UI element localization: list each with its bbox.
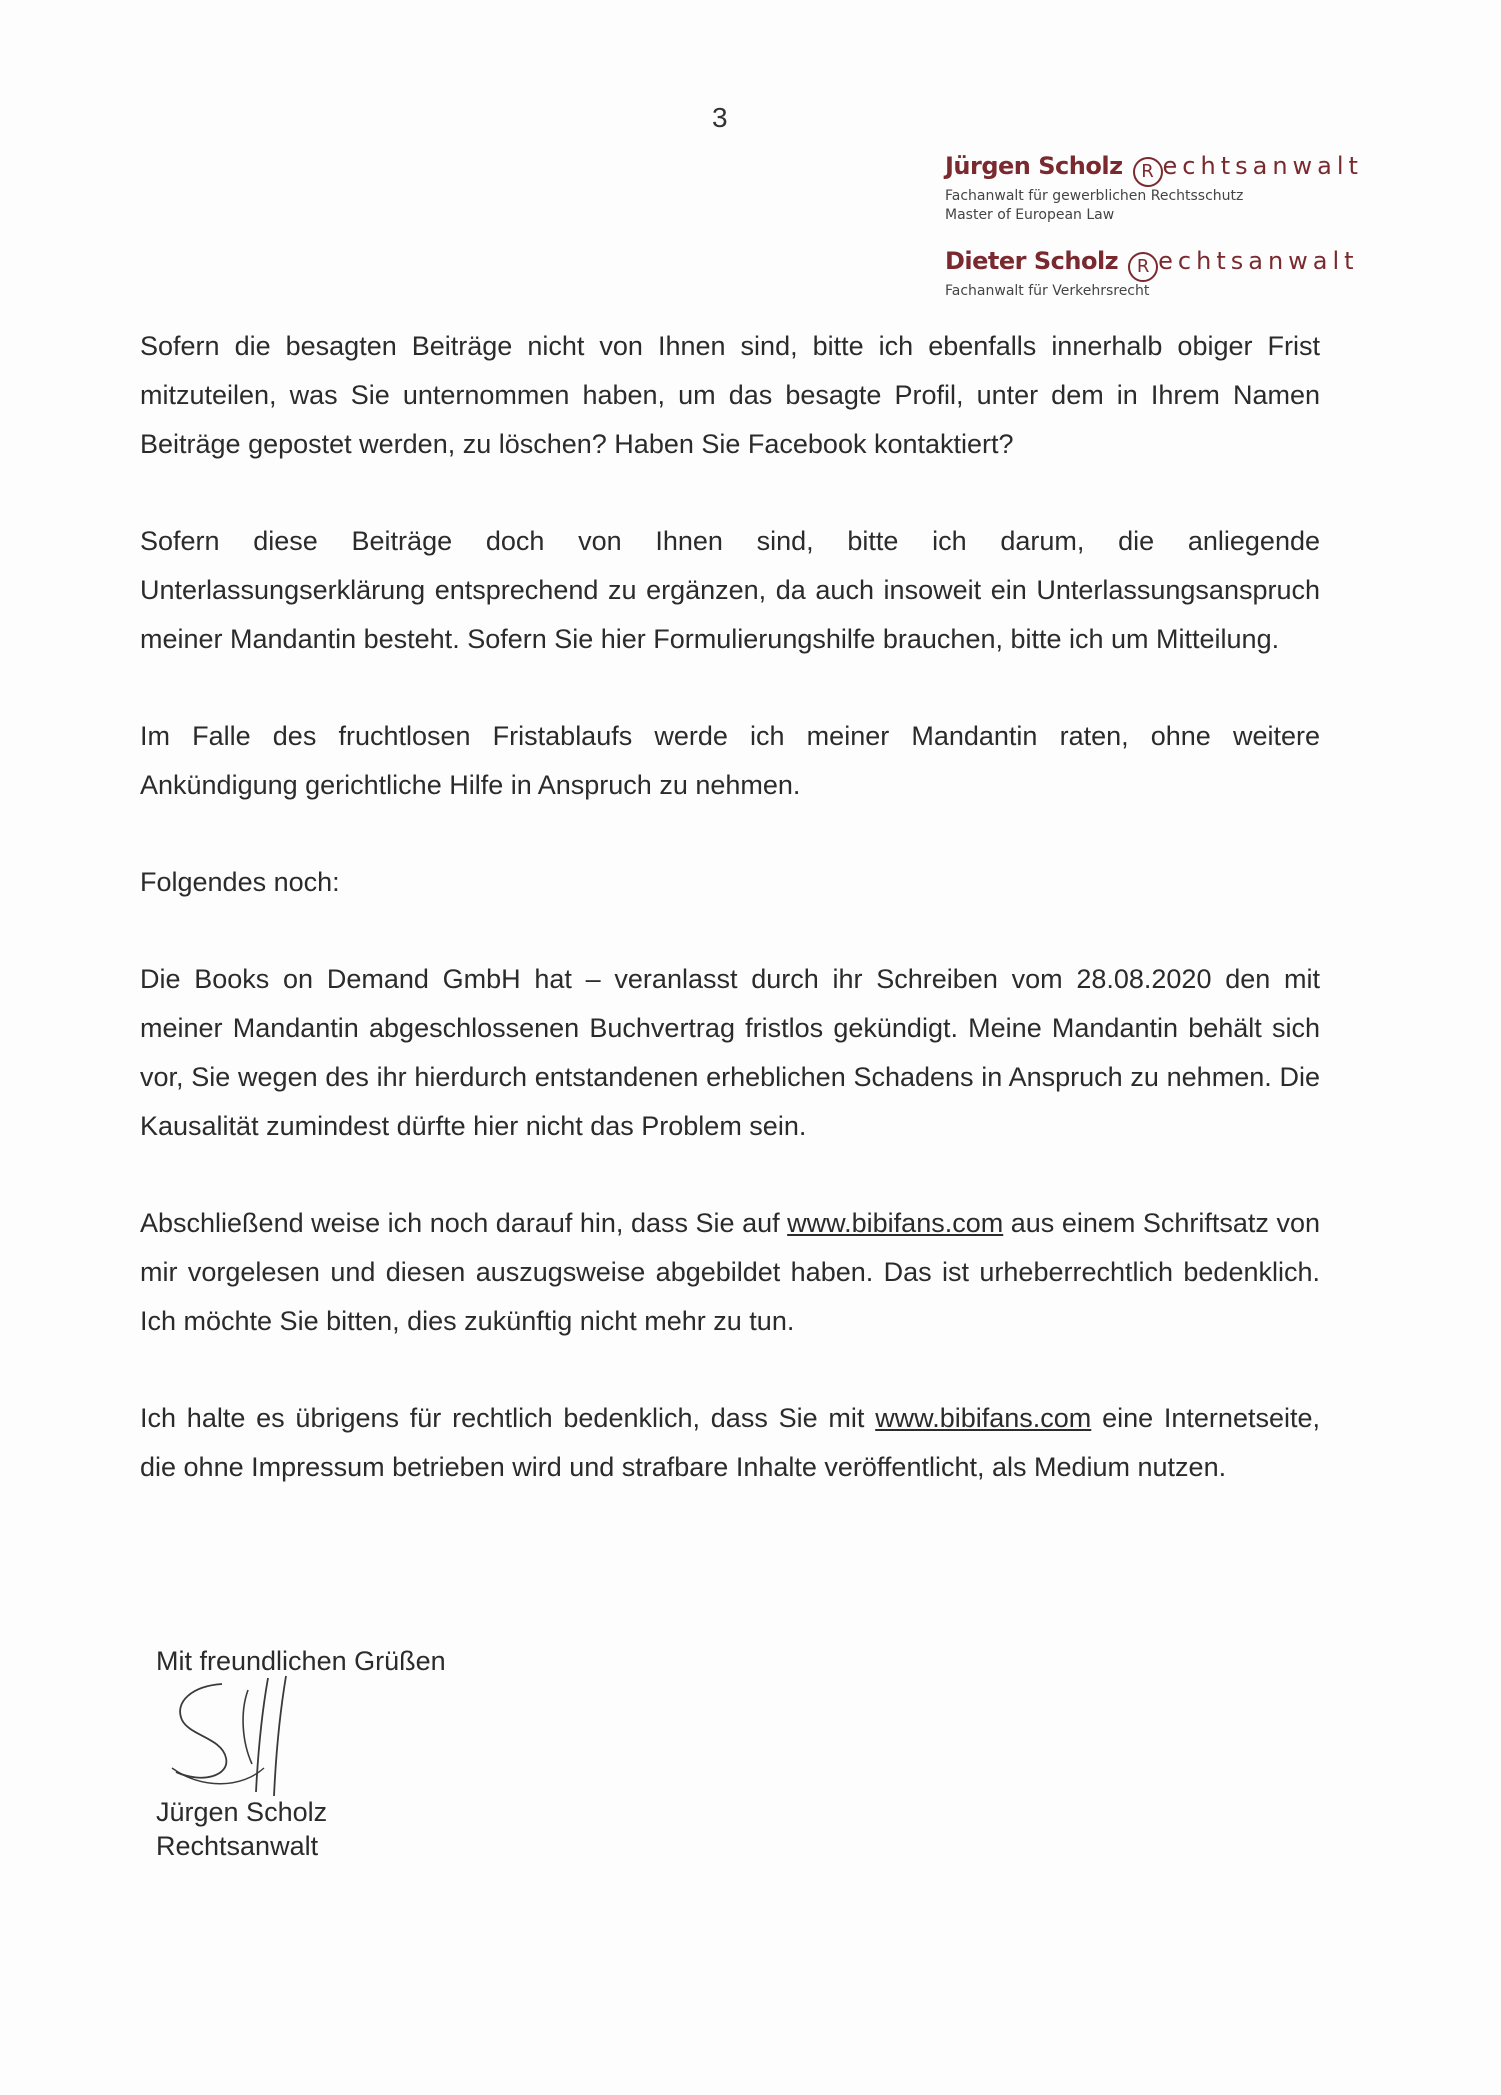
paragraph-copyright	[140, 1199, 1320, 1346]
lawyer-name: Jürgen Scholz	[945, 152, 1123, 180]
letterhead	[945, 150, 1365, 321]
letterhead-lawyer-dieter	[945, 245, 1365, 301]
lawyer-qualification: Fachanwalt für gewerblichen Rechtsschutz	[945, 188, 1244, 204]
paragraph-text: aus einem Schriftsatz von mir vorgelesen und diesen auszugsweise abgebildet haben. Das ist urheberrechtlich bedenklich. Ich möchte Sie bitten, dies zukünftig nicht mehr zu tun.	[140, 1208, 1320, 1336]
registered-r-icon: R	[1128, 252, 1158, 282]
paragraph-text: Ich halte es übrigens für rechtlich bedenklich, dass Sie mit	[140, 1403, 876, 1433]
registered-r-icon: R	[1133, 157, 1163, 187]
page-number: 3	[712, 102, 728, 133]
lawyer-title: echtsanwalt	[1158, 247, 1359, 275]
paragraph-profile-deletion: Sofern die besagten Beiträge nicht von Ihnen sind, bitte ich ebenfalls innerhalb obiger Frist mitzuteilen, was Sie unternommen haben, um das besagte Profil, unter dem in Ihrem Namen Beiträge gepostet werden, zu löschen? Haben Sie Facebook kontaktiert?	[140, 331, 1320, 459]
lawyer-name: Dieter Scholz	[945, 247, 1119, 275]
letterhead-name-line	[945, 150, 1365, 187]
website-link[interactable]: www.bibifans.com	[875, 1403, 1092, 1433]
signer-block	[156, 1795, 327, 1863]
letterhead-lawyer-juergen	[945, 150, 1365, 225]
paragraph-impressum	[140, 1394, 1320, 1492]
paragraph-fristablauf: Im Falle des fruchtlosen Fristablaufs werde ich meiner Mandantin raten, ohne weitere Ankündigung gerichtliche Hilfe in Anspruch zu nehmen.	[140, 721, 1320, 800]
signature-icon	[152, 1672, 352, 1802]
signer-title: Rechtsanwalt	[156, 1831, 319, 1861]
paragraph-text: eine Internetseite, die ohne Impressum betrieben wird und strafbare Inhalte veröffentlicht, als Medium nutzen.	[140, 1403, 1320, 1482]
lawyer-qualification: Fachanwalt für Verkehrsrecht	[945, 283, 1150, 299]
lawyer-title: echtsanwalt	[1162, 152, 1363, 180]
letterhead-name-line	[945, 245, 1365, 282]
paragraph-folgendes: Folgendes noch:	[140, 867, 340, 897]
website-link[interactable]: www.bibifans.com	[787, 1208, 1004, 1238]
signer-name: Jürgen Scholz	[156, 1797, 328, 1827]
closing-greeting: Mit freundlichen Grüßen	[156, 1646, 446, 1676]
paragraph-unterlassung: Sofern diese Beiträge doch von Ihnen sind, bitte ich darum, die anliegende Unterlassungserklärung entsprechend zu ergänzen, da auch insoweit ein Unterlassungsanspruch meiner Mandantin besteht. Sofern Sie hier Formulierungshilfe brauchen, bitte ich um Mitteilung.	[140, 526, 1320, 654]
letter-body	[140, 322, 1320, 1540]
lawyer-degree: Master of European Law	[945, 207, 1115, 223]
paragraph-books-on-demand: Die Books on Demand GmbH hat – veranlasst durch ihr Schreiben vom 28.08.2020 den mit meiner Mandantin abgeschlossenen Buchvertrag fristlos gekündigt. Meine Mandantin behält sich vor, Sie wegen des ihr hierdurch entstandenen erheblichen Schadens in Anspruch zu nehmen. Die Kausalität zumindest dürfte hier nicht das Problem sein.	[140, 964, 1320, 1141]
paragraph-text: Abschließend weise ich noch darauf hin, dass Sie auf	[140, 1208, 788, 1238]
